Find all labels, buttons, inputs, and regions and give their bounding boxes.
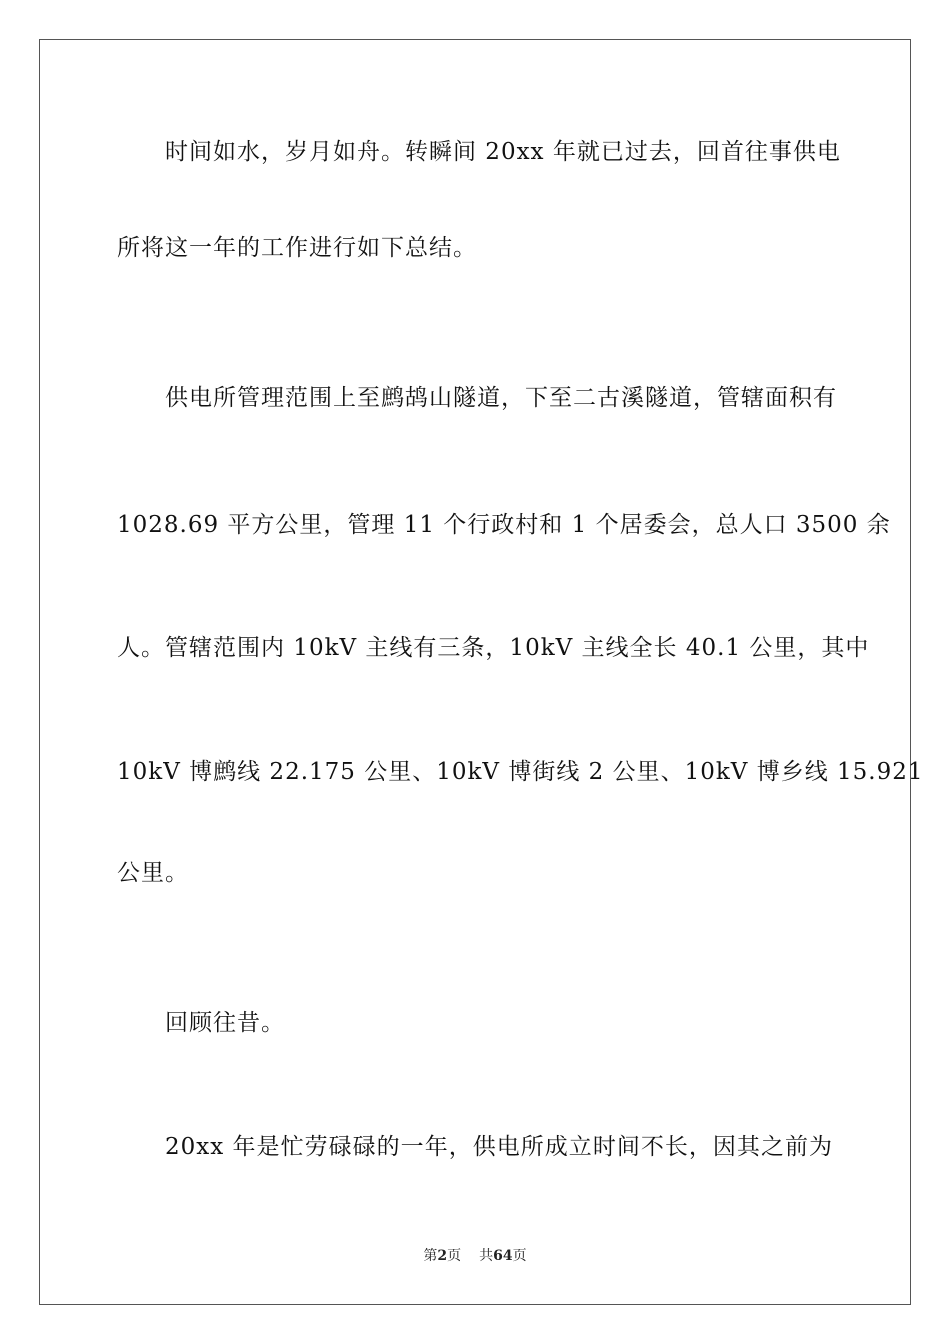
paragraph-4-line-1: 20xx 年是忙劳碌碌的一年，供电所成立时间不长，因其之前为 (165, 1134, 833, 1160)
page-border (39, 39, 924, 1305)
footer-total-pages: 64 (493, 1248, 513, 1264)
footer-page-suffix: 页 (447, 1248, 462, 1264)
paragraph-1-line-1: 时间如水，岁月如舟。转瞬间 20xx 年就已过去，回首往事供电 (165, 139, 841, 165)
footer-total-prefix: 共 (479, 1248, 494, 1264)
paragraph-2-line-3: 人。管辖范围内 10kV 主线有三条，10kV 主线全长 40.1 公里，其中 (117, 635, 870, 661)
footer-page-prefix: 第 (423, 1248, 438, 1264)
paragraph-1-line-2: 所将这一年的工作进行如下总结。 (117, 235, 477, 261)
page-footer (0, 1247, 950, 1265)
paragraph-3-line-1: 回顾往昔。 (165, 1010, 285, 1036)
footer-total-suffix: 页 (512, 1248, 527, 1264)
paragraph-2-line-4: 10kV 博鹧线 22.175 公里、10kV 博街线 2 公里、10kV 博乡线 15.921 (117, 759, 924, 785)
paragraph-2-line-2: 1028.69 平方公里，管理 11 个行政村和 1 个居委会，总人口 3500 余 (117, 512, 891, 538)
footer-page-number: 2 (437, 1248, 448, 1264)
paragraph-2-line-1: 供电所管理范围上至鹧鸪山隧道，下至二古溪隧道，管辖面积有 (165, 385, 837, 411)
paragraph-2-line-5: 公里。 (117, 860, 189, 886)
